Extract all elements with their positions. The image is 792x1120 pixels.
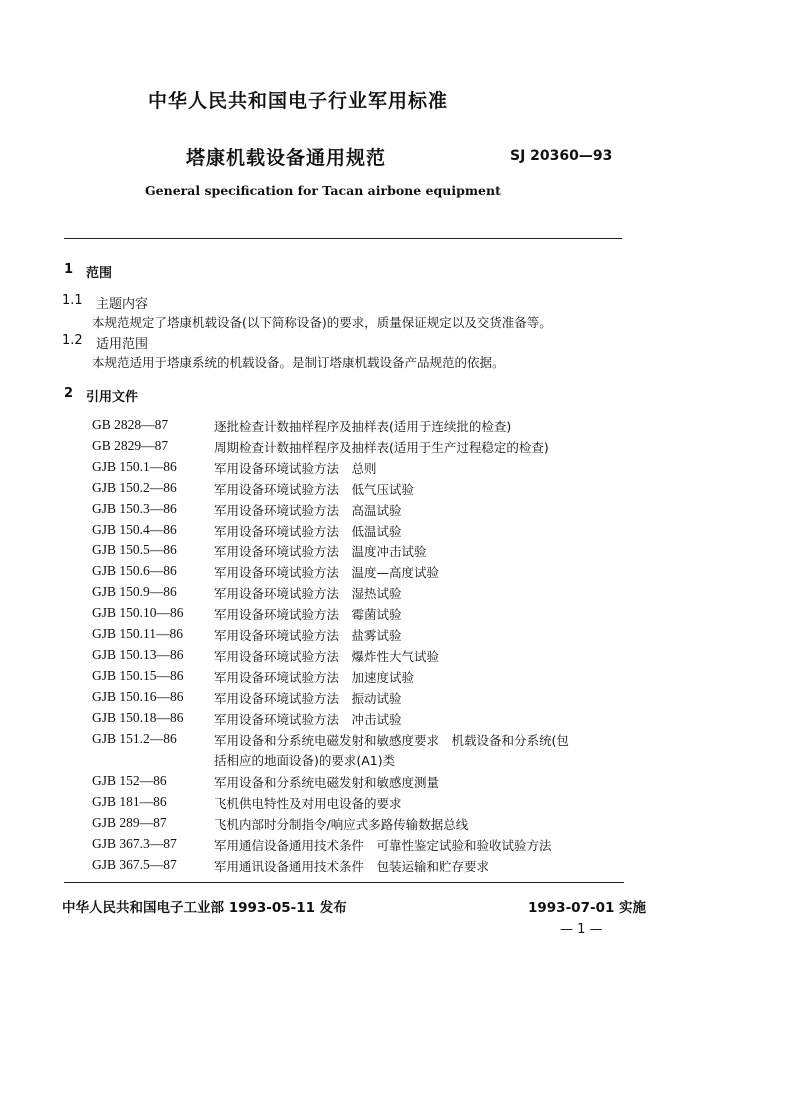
reference-code: GJB 181—86 bbox=[92, 794, 167, 809]
reference-code: GJB 150.16—86 bbox=[92, 689, 184, 704]
english-title: General specification for Tacan airbone equipment bbox=[145, 183, 501, 198]
document-title: 塔康机载设备通用规范 bbox=[186, 147, 387, 169]
reference-title-continued: 括相应的地面设备)的要求(A1)类 bbox=[214, 753, 396, 768]
section-1-2-number: 1.2 bbox=[62, 333, 83, 348]
footer-divider bbox=[64, 882, 624, 883]
reference-code: GJB 367.5—87 bbox=[92, 857, 177, 872]
reference-code: GJB 150.10—86 bbox=[92, 605, 184, 620]
reference-code: GJB 151.2—86 bbox=[92, 731, 177, 746]
reference-title: 飞机内部时分制指令/响应式多路传输数据总线 bbox=[214, 817, 469, 832]
reference-title: 军用设备环境试验方法 低气压试验 bbox=[214, 482, 415, 497]
section-2-title: 引用文件 bbox=[86, 390, 139, 405]
reference-code: GJB 150.15—86 bbox=[92, 668, 184, 683]
section-1-2-body: 本规范适用于塔康系统的机载设备。是制订塔康机载设备产品规范的依据。 bbox=[92, 355, 505, 370]
section-1-title: 范围 bbox=[86, 266, 113, 281]
reference-title: 军用设备环境试验方法 总则 bbox=[214, 461, 377, 476]
reference-title: 军用通讯设备通用技术条件 包装运输和贮存要求 bbox=[214, 859, 490, 874]
reference-code: GJB 150.9—86 bbox=[92, 584, 177, 599]
reference-code: GJB 150.18—86 bbox=[92, 710, 184, 725]
reference-code: GB 2828—87 bbox=[92, 417, 169, 432]
page-number: — 1 — bbox=[560, 922, 603, 937]
reference-title: 军用通信设备通用技术条件 可靠性鉴定试验和验收试验方法 bbox=[214, 838, 552, 853]
reference-title: 军用设备环境试验方法 低温试验 bbox=[214, 524, 402, 539]
reference-code: GJB 152—86 bbox=[92, 773, 167, 788]
reference-title: 周期检查计数抽样程序及抽样表(适用于生产过程稳定的检查) bbox=[214, 440, 549, 455]
reference-code: GJB 150.6—86 bbox=[92, 563, 177, 578]
section-1-1-number: 1.1 bbox=[62, 293, 83, 308]
reference-code: GJB 367.3—87 bbox=[92, 836, 177, 851]
section-1-number: 1 bbox=[64, 262, 74, 277]
reference-title: 军用设备环境试验方法 加速度试验 bbox=[214, 670, 415, 685]
reference-title: 军用设备环境试验方法 爆炸性大气试验 bbox=[214, 649, 440, 664]
header-divider bbox=[64, 238, 622, 239]
section-1-1-title: 主题内容 bbox=[96, 297, 149, 312]
reference-code: GJB 150.2—86 bbox=[92, 480, 177, 495]
reference-title: 军用设备和分系统电磁发射和敏感度测量 bbox=[214, 775, 440, 790]
standard-code: SJ 20360—93 bbox=[510, 148, 613, 164]
reference-code: GJB 289—87 bbox=[92, 815, 167, 830]
reference-title: 军用设备环境试验方法 霉菌试验 bbox=[214, 607, 402, 622]
reference-title: 逐批检查计数抽样程序及抽样表(适用于连续批的检查) bbox=[214, 419, 512, 434]
issue-date: 中华人民共和国电子工业部 1993-05-11 发布 bbox=[62, 900, 347, 916]
reference-code: GJB 150.4—86 bbox=[92, 522, 177, 537]
reference-title: 军用设备环境试验方法 湿热试验 bbox=[214, 586, 402, 601]
reference-title: 军用设备环境试验方法 冲击试验 bbox=[214, 712, 402, 727]
reference-code: GJB 150.13—86 bbox=[92, 647, 184, 662]
effective-date: 1993-07-01 实施 bbox=[528, 900, 647, 916]
section-1-1-body: 本规范规定了塔康机载设备(以下简称设备)的要求，质量保证规定以及交货准备等。 bbox=[92, 315, 552, 330]
reference-title: 军用设备和分系统电磁发射和敏感度要求 机载设备和分系统(包 bbox=[214, 733, 569, 748]
reference-title: 军用设备环境试验方法 温度冲击试验 bbox=[214, 544, 427, 559]
reference-code: GJB 150.5—86 bbox=[92, 542, 177, 557]
reference-title: 飞机供电特性及对用电设备的要求 bbox=[214, 796, 402, 811]
section-1-2-title: 适用范围 bbox=[96, 337, 149, 352]
section-2-number: 2 bbox=[64, 386, 74, 401]
reference-code: GJB 150.3—86 bbox=[92, 501, 177, 516]
reference-code: GJB 150.1—86 bbox=[92, 459, 177, 474]
reference-title: 军用设备环境试验方法 温度—高度试验 bbox=[214, 565, 440, 580]
issuing-standard-body: 中华人民共和国电子行业军用标准 bbox=[148, 90, 449, 112]
reference-title: 军用设备环境试验方法 盐雾试验 bbox=[214, 628, 402, 643]
reference-title: 军用设备环境试验方法 高温试验 bbox=[214, 503, 402, 518]
reference-code: GJB 150.11—86 bbox=[92, 626, 184, 641]
reference-code: GB 2829—87 bbox=[92, 438, 169, 453]
reference-title: 军用设备环境试验方法 振动试验 bbox=[214, 691, 402, 706]
